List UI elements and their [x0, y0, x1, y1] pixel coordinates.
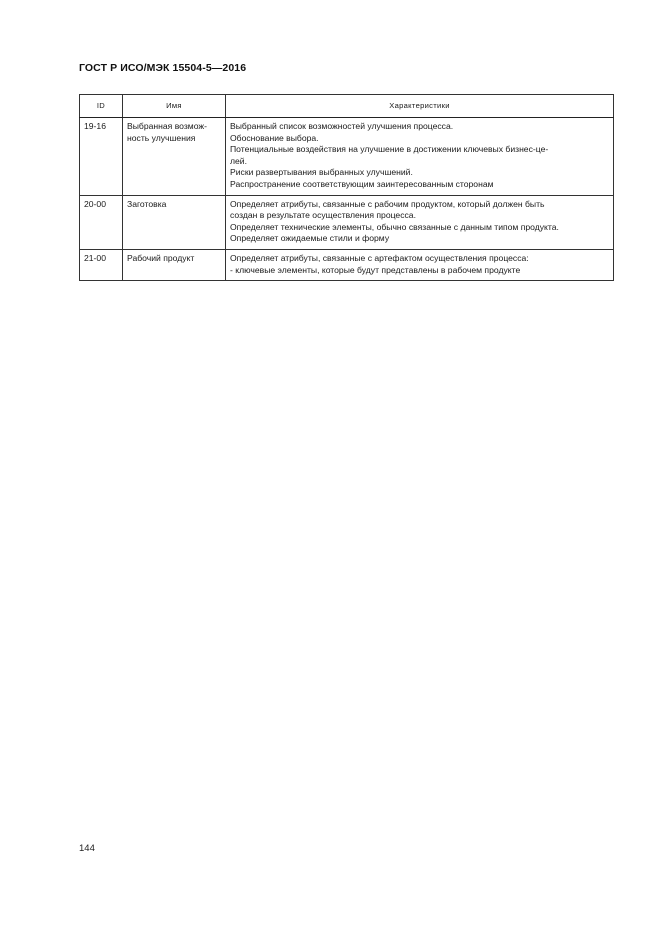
desc-line: Риски развертывания выбранных улучшений.	[230, 167, 413, 178]
page-number: 144	[79, 843, 95, 854]
name-line: ность улучшения	[127, 132, 196, 143]
desc-line: лей.	[230, 155, 247, 166]
column-header-id: ID	[80, 95, 123, 118]
document-standard-title: ГОСТ Р ИСО/МЭК 15504-5—2016	[79, 62, 247, 74]
desc-line: Определяет атрибуты, связанные с артефактом осуществления процесса:	[230, 252, 529, 263]
name-line: Заготовка	[127, 198, 167, 209]
desc-line: Определяет ожидаемые стили и форму	[230, 233, 390, 244]
cell-name	[123, 118, 226, 196]
desc-line: Определяет атрибуты, связанные с рабочим продуктом, который должен быть	[230, 198, 545, 209]
cell-id: 20-00	[80, 195, 123, 249]
cell-characteristics	[226, 249, 614, 280]
name-line: Выбранная возмож-	[127, 121, 207, 131]
cell-characteristics	[226, 195, 614, 249]
name-line: Рабочий продукт	[127, 252, 195, 263]
desc-line: Распространение соответствующим заинтересованным сторонам	[230, 178, 494, 189]
cell-name	[123, 249, 226, 280]
desc-line: создан в результате осуществления процесса.	[230, 210, 416, 221]
cell-name	[123, 195, 226, 249]
desc-line: Определяет технические элементы, обычно связанные с данным типом продукта.	[230, 221, 559, 232]
desc-line: - ключевые элементы, которые будут представлены в рабочем продукте	[230, 264, 521, 275]
table-header-row	[80, 95, 614, 118]
cell-id: 19-16	[80, 118, 123, 196]
desc-line: Потенциальные воздействия на улучшение в достижении ключевых бизнес-це-	[230, 144, 549, 155]
column-header-characteristics: Характеристики	[226, 95, 614, 118]
table-row	[80, 118, 614, 196]
cell-characteristics	[226, 118, 614, 196]
cell-id: 21-00	[80, 249, 123, 280]
desc-line: Обоснование выбора.	[230, 132, 319, 143]
table-row	[80, 195, 614, 249]
table-row	[80, 249, 614, 280]
column-header-name: Имя	[123, 95, 226, 118]
work-product-characteristics-table	[79, 94, 614, 281]
desc-line: Выбранный список возможностей улучшения процесса.	[230, 121, 454, 131]
